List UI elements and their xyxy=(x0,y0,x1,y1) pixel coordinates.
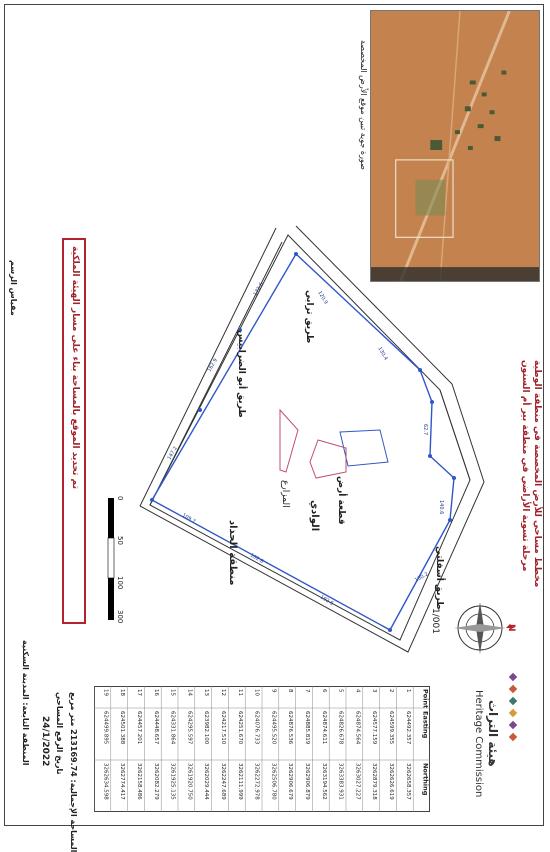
label-wadi: الوادي xyxy=(309,500,320,532)
table-cell: 3262879.318 xyxy=(371,763,378,800)
table-cell: 624874.564 xyxy=(354,711,361,745)
table-cell: 624499.895 xyxy=(102,711,109,745)
label-road-left: طريق أبو الضرابيس xyxy=(236,330,246,418)
table-cell: 3261925.135 xyxy=(169,763,176,800)
table-cell: 624577.159 xyxy=(371,711,378,745)
svg-text:150.2: 150.2 xyxy=(414,571,430,584)
table-cell: 3263383.931 xyxy=(337,763,344,800)
title-line-2: مرحلة تسوية الأراضي في منطقة بير أم السنون xyxy=(520,360,530,572)
scale-tick-1: 50 xyxy=(116,536,124,545)
table-cell: 15 xyxy=(169,689,176,696)
table-cell: 624876.536 xyxy=(287,711,294,745)
svg-text:172.6: 172.6 xyxy=(252,281,265,297)
info-line-1: المنطقة التابعة: المدينة السكنية xyxy=(21,640,30,766)
brand-arabic: هيئة التراث xyxy=(486,700,500,767)
table-cell: 624826.678 xyxy=(337,711,344,745)
table-cell: 624885.819 xyxy=(304,711,310,745)
scale-tick-0: 0 xyxy=(116,496,124,501)
survey-date-label: تاريخ الرفع المساحي xyxy=(55,692,64,775)
table-cell: 19 xyxy=(102,689,109,696)
survey-date: 24/1/2022 xyxy=(40,716,50,767)
svg-text:109.7: 109.7 xyxy=(181,512,197,525)
table-cell: 7 xyxy=(304,689,310,693)
table-cell: 2 xyxy=(388,689,394,693)
table-cell: 12 xyxy=(220,689,226,696)
satellite-caption: صورة جوية تبين موقع الأرض المخصصة xyxy=(359,40,368,170)
svg-text:192.5: 192.5 xyxy=(319,594,335,607)
table-cell: 18 xyxy=(119,689,126,696)
svg-text:140.6: 140.6 xyxy=(438,500,444,515)
table-cell: 3262272.978 xyxy=(253,763,260,800)
scale-bar xyxy=(104,498,122,620)
table-cell: 624076.733 xyxy=(253,711,260,745)
north-label: N xyxy=(506,624,516,632)
table-cell: 3262774.417 xyxy=(119,763,126,800)
label-zone: منطقة الحداد xyxy=(227,520,238,586)
svg-text:120.9: 120.9 xyxy=(316,290,329,306)
table-cell: 3262082.279 xyxy=(152,763,159,800)
table-cell: 3262247.689 xyxy=(220,763,226,800)
coordinates-table xyxy=(94,686,430,812)
label-road-bottom: طريق أسفلتي xyxy=(434,546,444,610)
title-line-1: مخطط مساحي للأرض المخصصة في منطقة الوطية xyxy=(532,360,542,588)
label-page-code: 1/001 xyxy=(430,608,440,634)
table-cell: 623982.100 xyxy=(203,711,210,745)
table-cell: 3262634.598 xyxy=(102,763,109,800)
table-header-cell: Point xyxy=(421,689,430,709)
table-cell: 11 xyxy=(236,689,243,696)
label-plot: قطعة أرض xyxy=(336,476,346,525)
table-cell: 624599.355 xyxy=(388,711,394,745)
table-cell: 3262906.679 xyxy=(287,763,294,800)
table-cell: 3261920.750 xyxy=(186,763,193,800)
table-header-cell: Easting xyxy=(421,711,430,739)
brand-english: Heritage Commission xyxy=(473,690,484,798)
label-village: المزارع xyxy=(280,480,290,508)
table-cell: 624331.864 xyxy=(169,711,176,745)
scale-tick-3: 300 xyxy=(116,610,124,624)
table-cell: 624874.611 xyxy=(320,711,327,745)
table-cell: 4 xyxy=(354,689,361,693)
table-cell: 3262506.780 xyxy=(270,763,277,800)
table-cell: 3262111.999 xyxy=(236,763,243,800)
table-cell: 17 xyxy=(136,689,142,696)
table-cell: 624457.201 xyxy=(136,711,142,745)
table-cell: 8 xyxy=(287,689,294,693)
table-cell: 3262158.486 xyxy=(136,763,142,800)
table-cell: 624448.657 xyxy=(152,711,159,745)
area-line: المساحة الإجمالية: 213169.74 متر مربع xyxy=(69,692,78,852)
table-cell: 3262626.619 xyxy=(388,763,394,800)
note-banner-text: تم تحديد الموقع بالمساحة بناء على مسار الهيئة الملكية xyxy=(70,246,80,489)
table-cell: 3 xyxy=(371,689,378,693)
svg-text:162.9: 162.9 xyxy=(206,357,219,373)
table-cell: 13 xyxy=(203,689,210,696)
table-cell: 1 xyxy=(404,689,411,693)
table-cell: 3262658.357 xyxy=(404,763,411,800)
table-cell: 624501.388 xyxy=(119,711,126,745)
table-cell: 624495.520 xyxy=(270,711,277,745)
svg-text:130.4: 130.4 xyxy=(376,346,389,362)
table-cell: 624295.597 xyxy=(186,711,193,745)
svg-text:102.8: 102.8 xyxy=(249,552,265,565)
svg-text:147.2: 147.2 xyxy=(166,445,179,461)
table-cell: 5 xyxy=(337,689,344,693)
table-cell: 624492.357 xyxy=(404,711,411,745)
svg-text:62.7: 62.7 xyxy=(422,424,428,436)
table-cell: 3263194.562 xyxy=(320,763,327,800)
table-header-cell: Northing xyxy=(421,763,430,796)
table-cell: 16 xyxy=(152,689,159,696)
scale-tick-2: 100 xyxy=(116,576,124,590)
table-cell: 10 xyxy=(253,689,260,696)
info-line-extra: مقياس الرسم xyxy=(9,260,18,316)
table-cell: 9 xyxy=(270,689,277,693)
table-cell: 3263027.227 xyxy=(354,763,361,800)
table-cell: 624251.670 xyxy=(236,711,243,745)
label-road-top: طريق ترابي xyxy=(304,290,314,344)
table-cell: 6 xyxy=(320,689,327,693)
table-cell: 14 xyxy=(186,689,193,696)
table-cell: 3262906.879 xyxy=(304,763,310,800)
table-cell: 624217.510 xyxy=(220,711,226,745)
table-cell: 3262029.444 xyxy=(203,763,210,800)
